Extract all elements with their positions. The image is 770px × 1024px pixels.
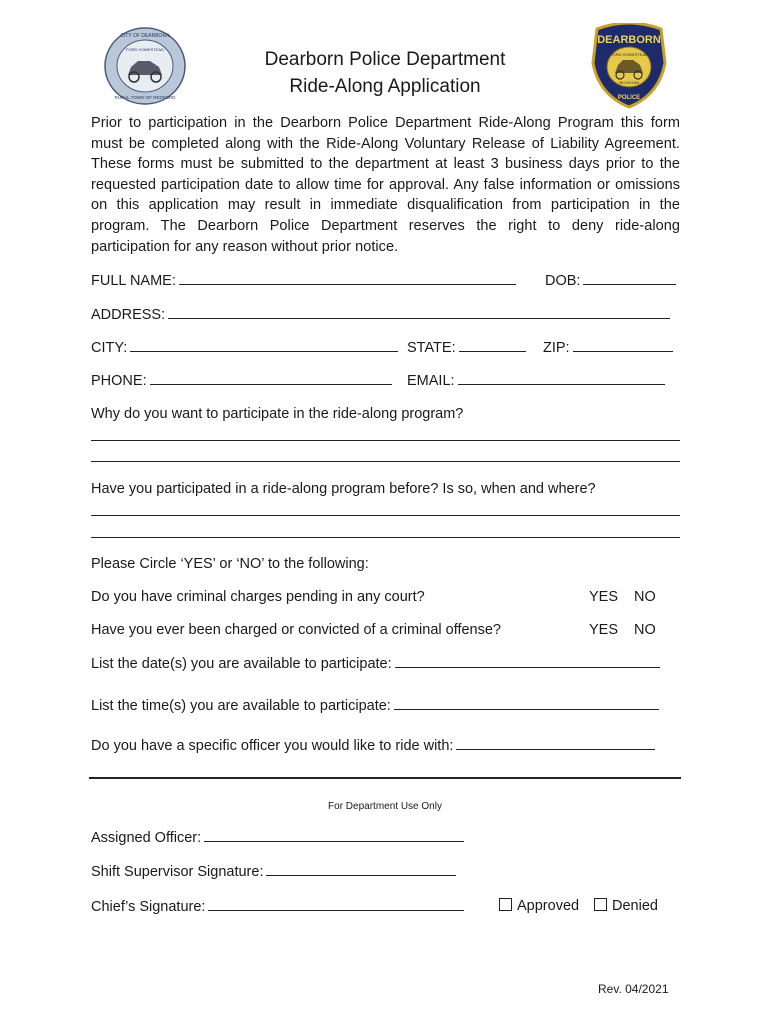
- city-label: CITY:: [91, 340, 128, 356]
- denied-checkbox[interactable]: [594, 898, 607, 911]
- assigned-officer-line[interactable]: [204, 829, 464, 842]
- full-name-field[interactable]: [91, 272, 516, 289]
- times-line[interactable]: [394, 697, 659, 710]
- before-answer-line-2[interactable]: [91, 537, 680, 538]
- city-field[interactable]: [91, 339, 398, 356]
- approved-option[interactable]: [499, 898, 579, 914]
- officer-label: Do you have a specific officer you would like to ride with:: [91, 738, 454, 754]
- patch-text-year: 1786: [624, 85, 634, 90]
- state-field[interactable]: [407, 339, 526, 356]
- times-field[interactable]: [91, 697, 659, 714]
- email-line[interactable]: [458, 372, 665, 385]
- approved-label: Approved: [517, 898, 580, 914]
- city-line[interactable]: [130, 339, 398, 352]
- dates-field[interactable]: [91, 655, 660, 672]
- email-label: EMAIL:: [407, 373, 455, 389]
- state-line[interactable]: [459, 339, 526, 352]
- officer-field[interactable]: [91, 737, 655, 754]
- patch-text-top: DEARBORN: [597, 34, 661, 46]
- denied-label: Denied: [612, 898, 658, 914]
- patch-text-bottom: POLICE: [617, 95, 641, 101]
- convicted-yes-option[interactable]: YES: [589, 622, 619, 638]
- before-answer-line-1[interactable]: [91, 515, 680, 516]
- shift-supervisor-line[interactable]: [266, 863, 456, 876]
- phone-label: PHONE:: [91, 373, 147, 389]
- dates-label: List the date(s) you are available to participate:: [91, 656, 392, 672]
- city-seal-text-middle: FORD HOMESTEAD: [126, 47, 164, 52]
- shift-supervisor-field[interactable]: [91, 863, 456, 880]
- city-seal-text-top: CITY OF DEARBORN: [120, 33, 170, 39]
- convicted-no-option[interactable]: NO: [634, 622, 656, 638]
- full-name-line[interactable]: [179, 272, 516, 285]
- intro-paragraph: Prior to participation in the Dearborn Police Department Ride-Along Program this form must be completed along with the Ride-Along Voluntary Release of Liability Agreement. These forms must be submitted to the department at least 3 business days prior to the requested participation date to allow time for approval. Any false information or omissions on this application may result in immediate disqualification from participation in the program. The Dearborn Police Department reserves the right to deny ride-along participation for any reason without prior notice.: [91, 115, 680, 255]
- pending-no-option[interactable]: NO: [634, 589, 656, 605]
- why-question: Why do you want to participate in the ride-along program?: [91, 406, 464, 422]
- patch-text-state: MICHIGAN: [619, 80, 639, 85]
- zip-label: ZIP:: [543, 340, 570, 356]
- page-title: Dearborn Police Department: [264, 49, 506, 70]
- officer-line[interactable]: [456, 737, 655, 750]
- dob-label: DOB:: [545, 273, 581, 289]
- dob-field[interactable]: [545, 272, 676, 289]
- page-subtitle: Ride-Along Application: [289, 76, 481, 97]
- city-seal-text-bottom: RURAL TOWN OF REDFORD: [114, 95, 176, 100]
- email-field[interactable]: [407, 372, 665, 389]
- full-name-label: FULL NAME:: [91, 273, 176, 289]
- approved-checkbox[interactable]: [499, 898, 512, 911]
- revision-label: Rev. 04/2021: [598, 982, 669, 996]
- pending-question: Do you have criminal charges pending in any court?: [91, 589, 425, 605]
- chief-signature-line[interactable]: [208, 898, 464, 911]
- chief-signature-field[interactable]: [91, 898, 464, 915]
- phone-line[interactable]: [150, 372, 392, 385]
- pending-yes-option[interactable]: YES: [589, 589, 619, 605]
- phone-field[interactable]: [91, 372, 392, 389]
- address-label: ADDRESS:: [91, 307, 166, 323]
- state-label: STATE:: [407, 340, 456, 356]
- section-divider: [89, 777, 681, 779]
- address-field[interactable]: [91, 306, 670, 323]
- patch-text-ford: FORD HOMESTEAD: [610, 52, 648, 57]
- why-answer-line-2[interactable]: [91, 461, 680, 462]
- dob-line[interactable]: [583, 272, 676, 285]
- zip-field[interactable]: [543, 339, 673, 356]
- why-answer-line-1[interactable]: [91, 440, 680, 441]
- assigned-officer-field[interactable]: [91, 829, 464, 846]
- chief-signature-label: Chief’s Signature:: [91, 899, 206, 915]
- shift-supervisor-label: Shift Supervisor Signature:: [91, 864, 264, 880]
- assigned-officer-label: Assigned Officer:: [91, 830, 202, 846]
- department-use-heading: For Department Use Only: [328, 801, 442, 812]
- address-line[interactable]: [168, 306, 670, 319]
- convicted-question: Have you ever been charged or convicted of a criminal offense?: [91, 622, 502, 638]
- circle-instruction: Please Circle ‘YES’ or ‘NO’ to the following:: [91, 556, 369, 572]
- times-label: List the time(s) you are available to participate:: [91, 698, 391, 714]
- dates-line[interactable]: [395, 655, 660, 668]
- before-question: Have you participated in a ride-along program before? Is so, when and where?: [91, 481, 596, 497]
- zip-line[interactable]: [573, 339, 673, 352]
- denied-option[interactable]: [594, 898, 658, 914]
